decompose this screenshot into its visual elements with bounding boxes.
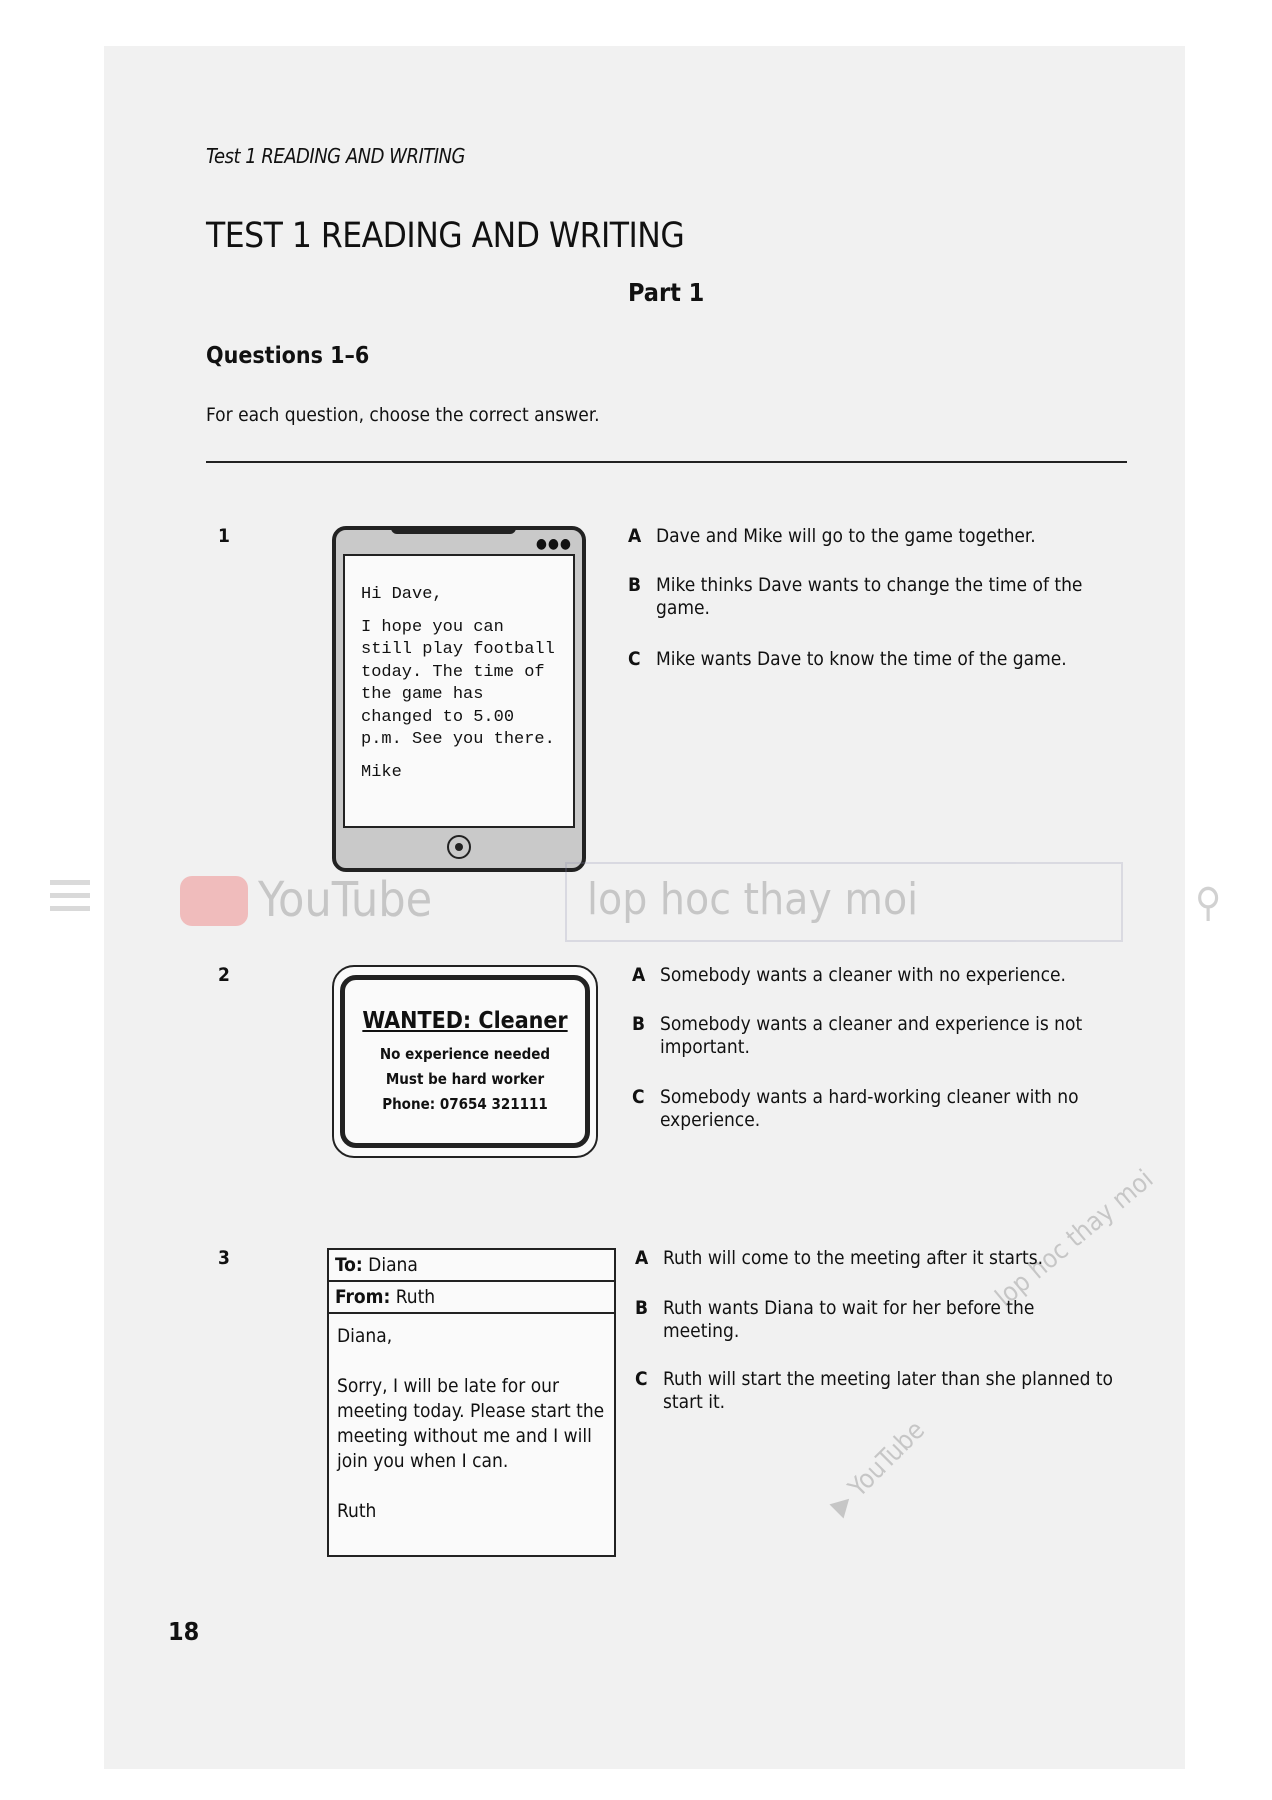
divider — [206, 461, 1127, 463]
email — [327, 1248, 616, 1557]
question-number: 2 — [218, 964, 230, 986]
from-label: From: — [335, 1286, 391, 1308]
phone-dots-icon: ●●● — [536, 536, 572, 552]
to-label: To: — [335, 1254, 363, 1276]
email-signoff: Ruth — [337, 1500, 377, 1522]
youtube-logo-icon — [180, 876, 248, 926]
option-3c[interactable] — [635, 1368, 1115, 1414]
home-button-icon — [447, 835, 471, 859]
instruction: For each question, choose the correct answer. — [206, 404, 600, 426]
email-body — [329, 1314, 614, 1559]
question-number: 3 — [218, 1247, 230, 1269]
from-value: Ruth — [395, 1286, 436, 1308]
question-number: 1 — [218, 525, 230, 547]
page-number: 18 — [168, 1617, 200, 1646]
option-1a[interactable] — [628, 525, 1108, 548]
part-heading: Part 1 — [628, 278, 705, 307]
message-body: I hope you can still play football today. The time of the game has changed to 5.00 p.m. See you there. — [361, 617, 555, 749]
email-from — [329, 1282, 614, 1314]
email-greeting: Diana, — [337, 1325, 393, 1347]
option-text: Somebody wants a cleaner with no experience. — [660, 964, 1066, 986]
running-header: Test 1 READING AND WRITING — [206, 144, 465, 168]
notice-sign — [332, 965, 598, 1158]
option-letter: B — [632, 1013, 646, 1035]
search-text: lop hoc thay moi — [587, 874, 919, 925]
option-letter: B — [635, 1297, 649, 1319]
option-1b[interactable] — [628, 574, 1108, 620]
option-text: Ruth wants Diana to wait for her before the meeting. — [663, 1297, 1035, 1342]
option-text: Ruth will come to the meeting after it starts. — [663, 1247, 1044, 1269]
option-letter: C — [632, 1086, 645, 1108]
to-value: Diana — [368, 1254, 418, 1276]
option-letter: C — [628, 648, 641, 670]
message-greeting: Hi Dave, — [361, 585, 443, 604]
option-3b[interactable] — [635, 1297, 1115, 1343]
diagonal-watermark: lop hoc thay moi — [990, 1164, 1160, 1313]
youtube-logo-icon: ▶ — [825, 1487, 859, 1522]
option-text: Somebody wants a hard-working cleaner with no experience. — [660, 1086, 1079, 1131]
youtube-wordmark: YouTube — [258, 872, 433, 928]
option-2a[interactable] — [632, 964, 1112, 987]
option-text: Mike thinks Dave wants to change the time of the game. — [656, 574, 1083, 619]
questions-heading: Questions 1–6 — [206, 343, 370, 369]
search-icon: ⚲ — [1195, 880, 1222, 926]
option-letter: B — [628, 574, 642, 596]
option-letter: A — [635, 1247, 649, 1269]
option-1c[interactable] — [628, 648, 1108, 671]
option-2c[interactable] — [632, 1086, 1112, 1132]
notice-phone: Phone: 07654 321111 — [382, 1095, 548, 1113]
email-to — [329, 1250, 614, 1282]
email-text: Sorry, I will be late for our meeting today. Please start the meeting without me and I will join you when I can. — [337, 1375, 605, 1472]
option-letter: C — [635, 1368, 648, 1390]
phone-notch — [391, 526, 516, 534]
phone-message — [332, 526, 586, 872]
page-title: TEST 1 READING AND WRITING — [206, 216, 685, 256]
option-letter: A — [628, 525, 642, 547]
option-text: Somebody wants a cleaner and experience is not important. — [660, 1013, 1083, 1058]
notice-line: Must be hard worker — [385, 1070, 545, 1088]
option-letter: A — [632, 964, 646, 986]
option-text: Mike wants Dave to know the time of the game. — [656, 648, 1067, 670]
notice-frame — [340, 975, 590, 1148]
notice-line: No experience needed — [379, 1045, 551, 1063]
option-2b[interactable] — [632, 1013, 1112, 1059]
message-signoff: Mike — [361, 762, 402, 782]
search-box — [565, 862, 1123, 942]
option-text: Ruth will start the meeting later than she planned to start it. — [663, 1368, 1114, 1413]
notice-heading: WANTED: Cleaner — [362, 1008, 568, 1034]
option-text: Dave and Mike will go to the game together. — [656, 525, 1036, 547]
phone-screen — [343, 554, 575, 828]
youtube-wordmark: YouTube — [842, 1415, 931, 1504]
menu-icon — [50, 880, 90, 911]
